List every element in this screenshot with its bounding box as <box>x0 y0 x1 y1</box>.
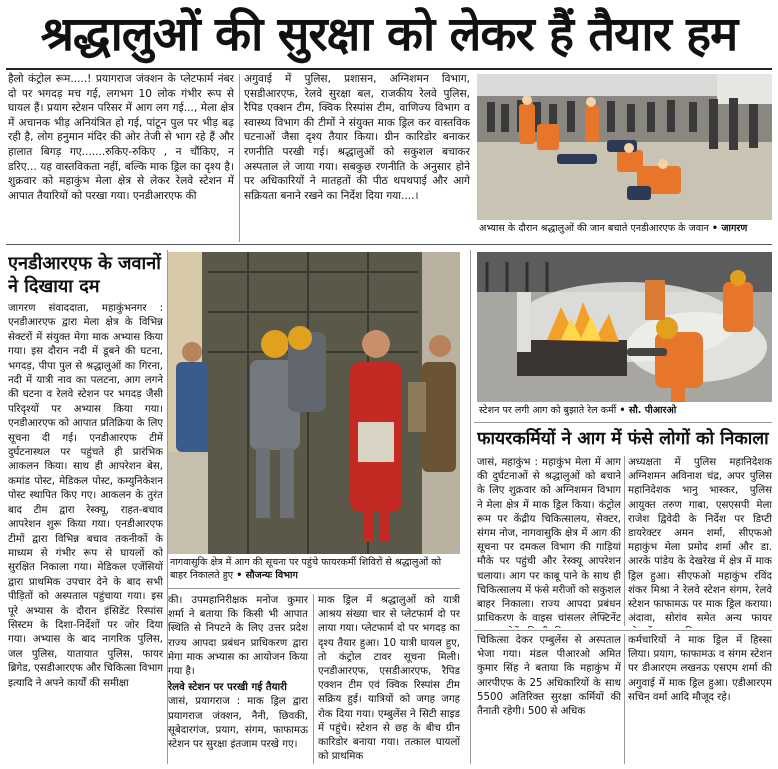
caption-credit: • सौ. पीआरओ <box>619 405 677 416</box>
caption-text: स्टेशन पर लगी आग को बुझाते रेल कर्मी <box>479 405 617 416</box>
right-story-headline: फायरकर्मियों ने आग में फंसे लोगों को निकाला <box>477 429 769 449</box>
column-divider <box>470 250 471 764</box>
firefighters-camp-photo <box>168 252 460 554</box>
left-story-body: जागरण संवाददाता, महाकुंभनगर : एनडीआरएफ द्वारा मेला क्षेत्र के विभिन्न सेक्टरों में संयुक्त मेगा माक अभ्यास किया गया। इस दौरान नदी में डूबने की घटना, भगदड़, पीपा पुल से श्रद्धालुओं का गिरना, नदी में यात्री नाव का पलटना, आग लगने की घटना व रेलवे स्टेशन पर भगदड़ जैसी परिदृश्यों पर अभ्यास किया गया। एनडीआरएफ को आपात प्रतिक्रिया के लिए सूचना दी गई। एनडीआरएफ टीमें दुर्घटनास्थल पर पहुंचते ही प्रारंभिक आकलन किया। साथ ही आपरेशन बेस, कमांड पोस्ट, मेडिकल पोस्ट, कम्युनिकेशन पोस्ट स्थापित किए गए। आकलन के तुरंत बाद टीम द्वारा रेस्क्यू, राहत-बचाव आपरेशन शुरू किया गया। एनडीआरएफ टीमों द्वारा विभिन्न बचाव तकनीकों के माध्यम से गंभीर रूप से घायलों को सुरक्षित निकाला गया। मेडिकल एजेंसियों द्वारा प्राथमिक उपचार देने के बाद सभी पीड़ितों को अस्पताल पहुंचाया गया। इस पूरे अभ्यास के दौरान इंसिडेंट रिस्पांस सिस्टम के दिशा-निर्देशों पर जोर दिया गया। अभ्यास के बाद नागरिक पुलिस, जल पुलिस, यातायात पुलिस, फायर ब्रिगेड, एसडीआरएफ और चिकित्सा विभाग इत्यादि ने अपने कार्यों की समीक्षा <box>8 303 163 689</box>
lead-column-1: हैलो कंट्रोल रूम.....! प्रयागराज जंक्शन के प्लेटफार्म नंबर दो पर भगदड़ मच गई, लगभग 10 लोक गंभीर रूप से घायल हैं। प्रयाग स्टेशन परिसर में आग लग गई..., मेला क्षेत्र में अचानक भीड़ अनियंत्रित हो गई, पांटून पुल पर भीड़ बढ़ रही है, लोग हनुमान मंदिर की ओर तेजी से भाग रहे हैं और हालात बिगड़ गए.......रुकिए-रुकिए , न चौंकिए, न डरिए... यह वास्तविकता नहीं, बल्कि माक ड्रिल का दृश्य है। शुक्रवार को महाकुंभ मेला क्षेत्र से लेकर रेलवे स्टेशन में आपात तैयारियों को परखा गया। एनडीआरएफ की <box>8 73 234 202</box>
right-story-column-2: अध्यक्षता में पुलिस महानिदेशक अग्निशमन अविनाश चंद्र, अपर पुलिस महानिदेशक भानु भास्कर, पुलिस आयुक्त तरुण गाबा, एसएसपी मेला राजेश द्विवेदी के निर्देश पर डिप्टी डायरेक्टर अमन शर्मा, सीएफओ महाकुंभ मेला प्रमोद शर्मा और डा. आरके पांडेय के देखरेख में क्षेत्र में माक ड्रिल हुआ। सीएफओ महाकुंभ रविंद शंकर मिश्रा ने रेलवे स्टेशन संगम, रेलवे स्टेशन फाफामऊ पर माक ड्रिल कराया। अंदावा, सोरांव समेत अन्य फायर <box>628 457 772 625</box>
column-divider <box>624 634 625 764</box>
column-divider <box>313 594 314 764</box>
caption-text: नागवासुकि क्षेत्र में आग की सूचना पर पहुंचे फायरकर्मी शिविरों से श्रद्धालुओं को बाहर निकालते हुए <box>170 557 442 581</box>
lead-column-2: अगुवाई में पुलिस, प्रशासन, अग्निशमन विभाग, एसडीआरएफ, रेलवे सुरक्षा बल, राजकीय रेलवे पुलिस, रैपिड एक्शन टीम, क्विक रिस्पांस टीम, वाणिज्य विभाग व स्वास्थ्य विभाग की टीमों ने संयुक्त माक ड्रिल कर वास्तविक घटनाओं जैसा दृश्य तैयार किया। ग्रीन कारिडोर बनाकर रणनीति परखी गई। श्रद्धालुओं को सकुशल बचाकर अस्पताल ले जाया गया। सबकुछ रणनीति के अनुसार होने पर अधिकारियों ने मातहतों की पीठ थपथपाई और आगे सक्रियता बनाने रखने का निर्देश दिया गया....। <box>244 73 470 202</box>
right-story-column-4: कर्मचारियों ने माक ड्रिल में हिस्सा लिया। प्रयाग, फाफामऊ व संगम स्टेशन पर डीआरएम लखनऊ एसएम शर्मा की अगुवाई में माक ड्रिल हुआ। एडीआरएम सचिन वर्मा आदि मौजूद रहे। <box>628 635 772 703</box>
ndrf-rescue-photo <box>477 74 772 220</box>
right-story-column-3: चिकित्सा देकर एम्बुलेंस से अस्पताल भेजा गया। मंडल पीआरओ अमित कुमार सिंह ने बताया कि महाकुंभ में आरपीएफ के 25 अधिकारियों के साथ 5500 अतिरिक्त सुरक्षा कर्मियों की तैनाती रहेगी। 500 से अधिक <box>477 635 621 718</box>
right-story-column-1: जासं, महाकुंभ : महाकुंभ मेला में आग की दुर्घटनाओं से श्रद्धालुओं को बचाने के लिए शुक्रवार को अग्निशमन विभाग ने मेला क्षेत्र में माक ड्रिल किया। कंट्रोल रूम पर केंद्रीय चिकित्सालय, सेक्टर, संगम नोज, नागवासुकि क्षेत्र में आग की सूचना पर दमकल विभाग की गाड़ियां मौके पर पहुंची और रेस्क्यू आपरेशन चलाया। आग पर काबू पाने के साथ ही चिकित्सालय में फंसे मरीजों को सकुशल बाहर निकाला। राज्य आपदा प्रबंधन प्राधिकरण के वाइस चांसलर लेफ्टिनेंट <box>477 457 621 625</box>
middle-story-intro: की। उपमहानिरीक्षक मनोज कुमार शर्मा ने बताया कि किसी भी आपात स्थिति से निपटने के लिए उत्तर प्रदेश राज्य आपदा प्रबंधन प्राधिकरण द्वारा मेगा माक अभ्यास का आयोजन किया गया है। <box>168 595 308 678</box>
headline-rule <box>6 68 772 70</box>
fire-photo-caption <box>479 404 772 420</box>
station-fire-photo <box>477 252 772 402</box>
section-rule <box>6 244 772 245</box>
caption-text: अभ्यास के दौरान श्रद्धालुओं की जान बचाते एनडीआरएफ के जवान <box>479 223 709 234</box>
middle-story-subhead: रेलवे स्टेशन पर परखी गई तैयारी <box>168 682 287 694</box>
middle-story-column-1 <box>168 594 308 766</box>
caption-credit: • सौजन्यः विभाग <box>236 570 298 581</box>
page-headline: श्रद्धालुओं की सुरक्षा को लेकर हैं तैयार हम <box>40 7 738 62</box>
caption-credit: • जागरण <box>711 223 748 234</box>
middle-story-column-2: माक ड्रिल में श्रद्धालुओं को यात्री आश्रय संख्या चार से प्लेटफार्म दो पर लाया गया। प्लेटफार्म दो पर भगदड़ का दृश्य तैयार हुआ। 10 यात्री घायल हुए, तो कंट्रोल टावर सूचना मिली। एनडीआरएफ, एसडीआरएफ, रैपिड एक्शन टीम एवं क्विक रिस्पांस टीम सक्रिय हुई। यात्रियों को जगह जगह रोक दिया गया। एम्बुलेंस ने सिटी साइड में पहुंचे। स्टेशन से छह के बीच ग्रीन कारिडोर बनाया गया। तत्काल घायलों को प्राथमिक <box>318 595 460 763</box>
middle-photo-caption <box>170 556 460 584</box>
middle-story-body: जासं, प्रयागराज : माक ड्रिल द्वारा प्रयागराज जंक्शन, नैनी, छिवकी, सूबेदारगंज, प्रयाग, संगम, फाफामऊ स्टेशन पर सुरक्षा इंतजाम परखे गए। <box>168 696 308 751</box>
top-right-photo-caption <box>479 222 772 238</box>
section-rule <box>474 630 772 631</box>
section-rule <box>474 422 772 423</box>
left-story-headline: एनडीआरएफ के जवानों ने दिखाया दम <box>8 253 161 297</box>
column-divider <box>239 74 240 242</box>
section-rule <box>168 588 460 589</box>
column-divider <box>624 456 625 626</box>
